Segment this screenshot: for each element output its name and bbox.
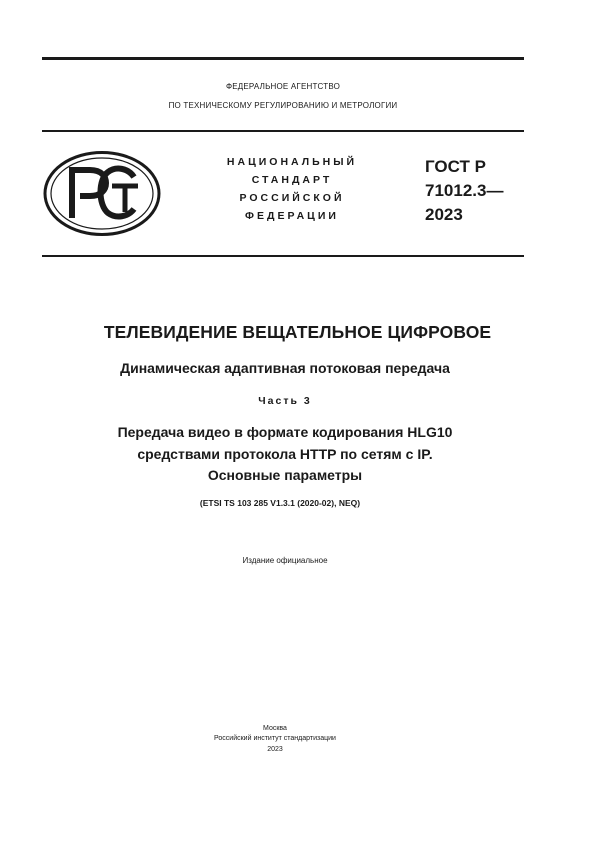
designation-line-1: ГОСТ Р xyxy=(425,157,486,176)
header-rule xyxy=(42,130,524,132)
designation-line-2: 71012.3— xyxy=(425,181,504,200)
footer-city: Москва xyxy=(263,725,287,732)
standard-label-line-3: РОССИЙСКОЙ xyxy=(239,192,345,204)
part-number: Часть 3 xyxy=(258,395,312,407)
document-title: ТЕЛЕВИДЕНИЕ ВЕЩАТЕЛЬНОЕ ЦИФРОВОЕ xyxy=(103,322,492,342)
agency-line-2: ПО ТЕХНИЧЕСКОМУ РЕГУЛИРОВАНИЮ И МЕТРОЛОГИИ xyxy=(168,101,398,110)
reference-standard: (ETSI TS 103 285 V1.3.1 (2020-02), NEQ) xyxy=(199,498,361,508)
footer-year: 2023 xyxy=(267,746,283,753)
standard-label-line-4: ФЕДЕРАЦИИ xyxy=(245,210,339,222)
document-subtitle: Динамическая адаптивная потоковая передача xyxy=(120,360,450,376)
edition-note: Издание официальное xyxy=(242,556,328,565)
footer-institute: Российский институт стандартизации xyxy=(214,735,336,742)
top-rule xyxy=(42,57,524,60)
standard-label-line-1: НАЦИОНАЛЬНЫЙ xyxy=(226,156,358,168)
designation-line-3: 2023 xyxy=(425,205,463,224)
title-rule xyxy=(42,255,524,257)
gost-r-emblem-icon xyxy=(42,150,162,237)
standard-label-line-2: СТАНДАРТ xyxy=(251,174,333,186)
part-title-line-3: Основные параметры xyxy=(207,467,363,483)
part-title-line-1: Передача видео в формате кодирования HLG10 xyxy=(117,424,453,440)
agency-line-1: ФЕДЕРАЛЬНОЕ АГЕНТСТВО xyxy=(225,82,341,91)
part-title-line-2: средствами протокола HTTP по сетям с IP. xyxy=(137,446,433,462)
